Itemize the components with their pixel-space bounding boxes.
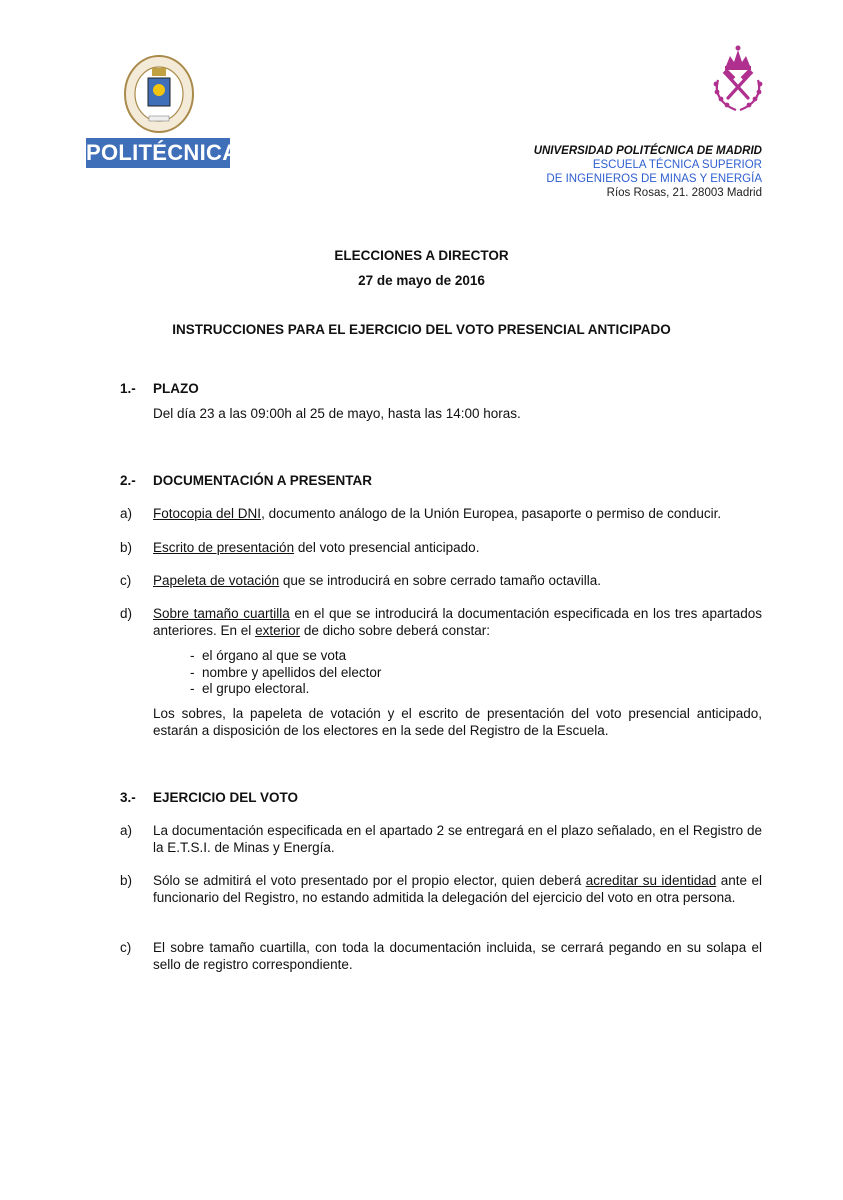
item-3b-letter: b) [120,873,133,888]
minas-logo [708,44,768,114]
item-3c-text: El sobre tamaño cuartilla, con toda la documentación incluida, se cerrará pegando en su solapa el sello de registro correspondiente. [153,940,762,972]
item-2a-rest: , documento análogo de la Unión Europea, pasaporte o permiso de conducir. [261,506,722,521]
item-3a-text: La documentación especificada en el apartado 2 se entregará en el plazo señalado, en el Registro de la E.T.S.I. de Minas y Energía. [153,823,762,855]
section-1-number: 1.- [120,381,136,396]
item-2d-underlined: Sobre tamaño cuartilla [153,606,290,621]
institution-address [534,144,762,200]
section-3-title: EJERCICIO DEL VOTO [153,790,299,805]
upm-seal-icon [122,54,196,136]
item-2d-rest-1: en el que se introducirá la documentación especificada en los tres apartados anteriores. En el [153,606,762,638]
list-item: - el grupo electoral. [190,681,310,696]
item-3b-pre: Sólo se admitirá el voto presentado por el propio elector, quien deberá [153,873,586,888]
document-title: ELECCIONES A DIRECTOR [334,248,509,263]
crown-hammers-icon [708,44,768,114]
item-3b-post: ante el funcionario del Registro, no estando admitida la delegación del ejercicio del voto en otra persona. [153,873,762,905]
item-3c-letter: c) [120,940,132,955]
item-2a-text [153,506,762,523]
item-2b-rest: del voto presencial anticipado. [294,540,480,555]
item-2c-underlined: Papeleta de votación [153,573,280,588]
school-line-1: ESCUELA TÉCNICA SUPERIOR [592,159,762,171]
upm-wordmark: POLITÉCNICA [86,138,230,168]
item-3b-underlined: acreditar su identidad [585,873,717,888]
document-subtitle: INSTRUCCIONES PARA EL EJERCICIO DEL VOTO PRESENCIAL ANTICIPADO [172,322,671,337]
item-2d-underlined-2: exterior [255,622,301,638]
section-1-title: PLAZO [153,381,199,396]
item-2c-rest: que se introducirá en sobre cerrado tamaño octavilla. [279,573,602,588]
list-item: - nombre y apellidos del elector [190,665,382,680]
item-2c-text [153,573,762,590]
item-2c-letter: c) [120,573,132,588]
election-date: 27 de mayo de 2016 [358,273,485,288]
item-2d-letter: d) [120,606,133,621]
item-3a-letter: a) [120,823,133,838]
upm-logo [86,54,239,168]
item-2d-rest-2: de dicho sobre deberá constar: [300,622,490,638]
section-3-number: 3.- [120,790,136,805]
section-2-number: 2.- [120,473,136,488]
section-2-title: DOCUMENTACIÓN A PRESENTAR [153,473,372,488]
item-2a-letter: a) [120,506,133,521]
item-2d-text [153,606,762,639]
item-2b-text [153,540,762,557]
university-name: UNIVERSIDAD POLITÉCNICA DE MADRID [533,145,762,157]
section-1-text: Del día 23 a las 09:00h al 25 de mayo, hasta las 14:00 horas. [153,406,521,421]
item-2b-letter: b) [120,540,133,555]
item-2d-note: Los sobres, la papeleta de votación y el escrito de presentación del voto presencial anticipado, estarán a disposición de los electores en la sede del Registro de la Escuela. [153,706,762,738]
school-line-2: DE INGENIEROS DE MINAS Y ENERGÍA [546,173,762,185]
item-3b-text [153,873,762,906]
street-address: Ríos Rosas, 21. 28003 Madrid [606,187,762,199]
item-2a-underlined: Fotocopia del DNI [153,506,262,521]
item-2b-underlined: Escrito de presentación [153,540,295,555]
list-item: - el órgano al que se vota [190,648,347,663]
